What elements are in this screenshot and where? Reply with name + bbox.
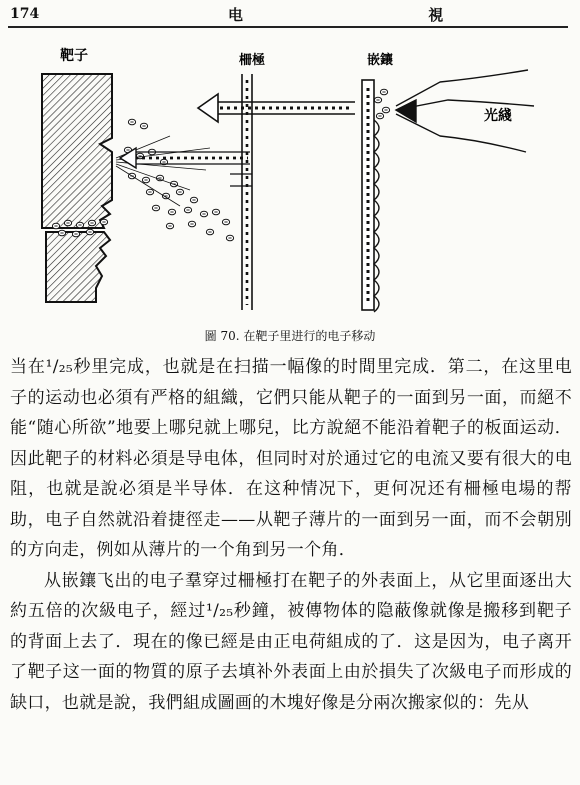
photoelectron-beam-arrow bbox=[198, 94, 355, 122]
label-light: 光綫 bbox=[484, 108, 512, 124]
secondary-beam-arrow bbox=[230, 174, 252, 186]
header-rule bbox=[8, 26, 568, 28]
label-target: 靶子 bbox=[60, 48, 88, 64]
page-header bbox=[0, 0, 580, 30]
running-title: 电 視 bbox=[228, 6, 534, 24]
label-grid: 柵極 bbox=[238, 53, 266, 68]
spray-lines bbox=[116, 136, 210, 206]
target-plate-lower bbox=[46, 232, 110, 302]
label-mosaic: 嵌鑲 bbox=[366, 53, 394, 68]
mosaic-plate bbox=[362, 80, 390, 312]
secondary-electrons bbox=[124, 119, 233, 241]
figure-caption: 圖 70. 在靶子里进行的电子移动 bbox=[204, 329, 376, 343]
light-rays bbox=[396, 70, 534, 152]
figure-70 bbox=[20, 40, 560, 325]
target-plate bbox=[42, 74, 112, 228]
page-number: 174 bbox=[10, 6, 40, 22]
paragraph-2: 从嵌鑲飞出的电子羣穿过柵極打在靶子的外表面上，从它里面逐出大約五倍的次級电子，經过¹/₂₅秒鐘，被傳物体的隐蔽像就像是搬移到靶子的背面上去了．現在的像已經是由正电荷組成的了．这是因为，电子离开了靶子这一面的物質的原子去填补外表面上由於損失了次級电子而形成的缺口，也就是說，我們組成圖画的木塊好像是分兩次搬家似的：先从 bbox=[10, 570, 572, 713]
body-text bbox=[10, 352, 572, 718]
paragraph-1: 当在¹/₂₅秒里完成，也就是在扫描一幅像的时間里完成．第二，在这里电子的运动也必須有严格的組織，它們只能从靶子的一面到另一面，而絕不能“随心所欲”地要上哪兒就上哪兒，比方說絕不能沿着靶子的板面运动．因此靶子的材料必須是导电体，但同时对於通过它的电流又要有很大的电阻，也就是說必須是半导体．在这种情况下，更何况还有柵極电場的帮助，电子自然就沿着捷徑走——从靶子薄片的一面到另一面，而不会朝別的方向走，例如从薄片的一个角到另一个角． bbox=[10, 357, 572, 560]
